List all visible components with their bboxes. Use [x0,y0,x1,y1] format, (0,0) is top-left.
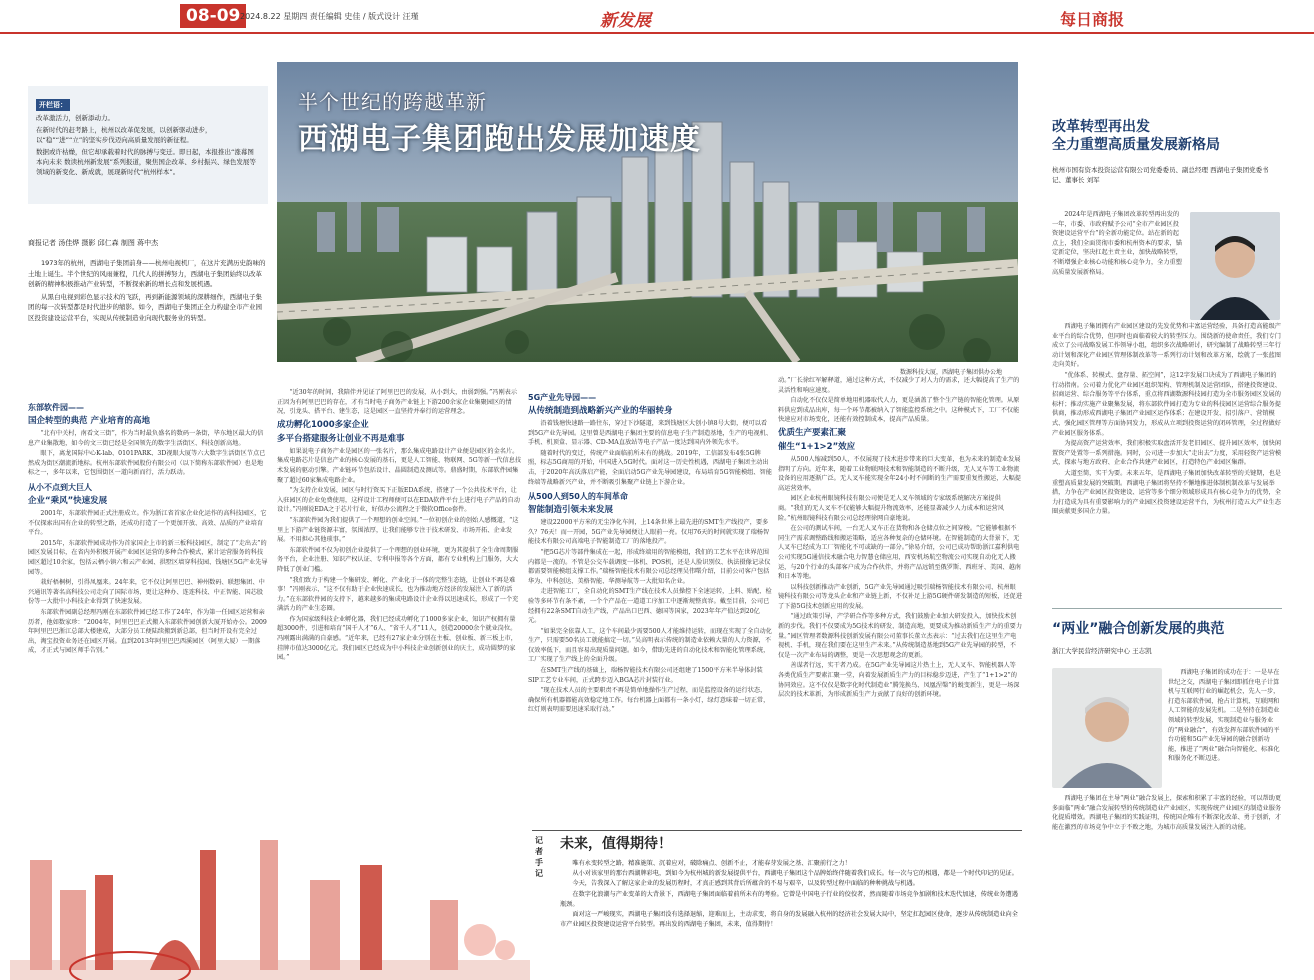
right-title-line: 全力重塑高质量发展新格局 [1052,137,1220,153]
author-portrait [1052,668,1162,788]
body-paragraph: 东部软件园不仅为初创企业提供了一个理想的创业环境，更为其提供了全生命周期服务平台，企业注册、知识产权认证、专利申报等各个方面，都有专业机构上门服务，大大降低了创业门槛。 [277,546,519,573]
body-paragraph: 从500人缩减到50人，不仅展现了技术进步带来的巨大变革，也为未来的制造业发展指明了方向。近年来，随着工业物联网技术和智能制造的不断升级，无人叉车等工业物流设备的应用逐渐广泛。无人叉车能实现全年24小时不间断的生产需要重复性搬运，大幅提高运营效率。 [778,455,1021,492]
body-paragraph: “优体系、转模式、盘存量、拓空间”，这12字发展口诀成为了西湖电子集团的行动指南。公司着力优化产业园区组织架构、管理机制及运营团队，搭建投资建设、招商运营、综合服务等平台体系，重点将西湖数源科技园打造为全市服务园区发展的标杆；推动实施产业聚集发展，将东部软件园打造为专业的科技园区运营综合服务提供商，推动形成西湖电子集团产业园区运作体系；在建设开发、招引落户、营销模式、强化园区管理等方面协同发力，形成从立项到投资运营的闭环管理，全过程做好产业园区服务体系。 [1052,371,1281,437]
body-paragraph: “东部软件园为我们提供了一个理想的创业空间。”一位初创企业的创始人感慨道，“这里上下游产业链资源丰富，氛围浓厚，让我们能够专注于技术研发、市场开拓、企业发展。不用担心其他琐事。” [277,516,519,544]
intro-paragraph: 在新时代的赶考路上，杭州以改革促发展，以创新驱动进步，以“稳”“进”“立”的坚实步伐迈向高质量发展的新征程。 [36,126,212,144]
body-paragraph: 善谋者行远，实干者乃成。在5G产业先导园这片热土上，无人叉车、智能机器人等各类优质生产要素汇聚一堂，向着发展新质生产力的目标稳步迈进，产生了“1+1>2”的协同效应。这不仅仅是数字化时代制造业“腾笼换鸟、凤凰涅槃”的蜕变新生，更是一场深层次的技术革新，为形成新质生产力贡献了良好的创新环境。 [778,662,1020,699]
subhead: 优质生产要素汇聚 [778,427,847,438]
intro-paragraph: 改革激活力，创新添动力。 [36,114,114,122]
body-paragraph: 2015年，东部软件园成功作为首家国企上市的新三板科技园区，制定了“走出去”的园区发展目标，在省内外积极开展产业园区运营的多种合作模式，累计运营服务的科技园区超过10余家，包括云栖小镇六和云产业园、拱墅区墙穿科技园、钱塘区5G产业先导园等。 [28,539,268,576]
body-paragraph: “把5G芯片等部件集成在一起，形成终端用的智能模组，我们的工艺水平在世界范围内都是一流的。不管是公交车载调度一体机、POS机，还是人脸识别仪、执法摄像记录仪都需要智能模组支撑工作。”瑞杨智能技术有限公司总经理吴伟曙介绍，目前公司客户包括华为、中科创达、美格智能、华测导航等一大批知名企业。 [528,548,771,585]
headline-main: 西湖电子集团跑出发展加速度 [298,122,701,157]
body-paragraph: 面对这一严峻现实，西湖电子集团没有选择退缩，迎难而上，主动求变，将自身的发展融入杭州的经济社会发展大局中，坚定扛起园区使命，逐步从传统制造业向全市产业园区投资建设运营平台转型。再出发的西湖电子集团，未来，值得期待！ [560,911,1018,929]
body-paragraph: 栽好梧桐树，引得凤凰来。24年来，它不仅让阿里巴巴、神州数码、联想集团、中兴通讯等著名高科技公司走向了国际市场，更让这种办、连连科技、中正智能、国芯股份等一大批中小科技企业得到了快速发展。 [28,579,265,606]
subhead: 成功孵化1000多家企业 [277,419,369,430]
right-title-line: 改革转型再出发 [1052,119,1150,135]
skyline-illustration [10,820,530,980]
page-header [0,0,1314,34]
right-article-title [1052,118,1220,154]
body-paragraph: 西湖电子集团拥有产业园区建设的先发优势和丰富运营经验，具备打造高能级产业平台的综合优势，但同时也面临着较大的转型压力。围绕新的使命责任，我们专门成立了公司战略发展工作领导小组，组织多次战略研讨，研究编制了战略转型三年行动计划和深化产业园区管理体制改革等一系列行动计划和改革方案，绘就了一张蓝图走向美好。 [1052,323,1281,369]
intro-tag: 开栏语： [36,99,70,111]
reporter-note-box [532,830,1022,970]
body-paragraph: 在公司的测试车间，一台无人叉车正在货物和各仓储点位之间穿梭。“它能够根据不同生产需求调整路线和搬运策略，适应各种复杂的仓储环境。在智能制造的大背景下，无人叉车已经成为工厂智能化不可或缺的一部分。”徐易介绍，公司已成功帮助浙江嘉利供电公司实现5G通信技术融合电力智慧仓储应用，西安机场航空物流公司实现自动化无人搬运，与20个行业的头部客户成为合作伙伴，并将产品远销至俄罗斯、西班牙、美国、越南和日本等地。 [778,525,1021,581]
body-paragraph: “如果完全依靠人工，这个车间最少需要500人才能维持运转，而现在实现了全自动化生产，只需要50名员工就能搞定一切。”吴高明表示传统的制造业依赖大量的人力资源，不仅效率低下，而且容易出现质量问题。如今，借助先进的自动化技术和智能化管理系统，工厂实现了生产线上的全面升级。 [528,627,772,664]
subhead: 从传统制造到战略新兴产业的华丽转身 [528,406,673,416]
body-paragraph: “通过政策引导，产学研合作等多种方式，我们鼓励企业加大研发投入，加快技术创新的步伐。我们不仅要成为5G技术的研发、制造高地，更要成为推动新质生产力的重要力量。”园区管理者数源科技创新发展有限公司董事长董立杰表示：“过去我们在这里生产电视机、手机，现在我们要在这里生产未来。”从传统制造基地到5G产业先导园的转型，不仅是一次产业布局的调整，更是一次思想观念的更新。 [778,613,1022,659]
body-paragraph: “北有中关村，南看文三街”，作为当时最负盛名的数码一条街，毕东地区最大的信息产业集散地，如今的文三街已经是全国领先的数字生活街区、科技创新高地。 [28,430,264,447]
article-column-1 [28,398,268,818]
subhead: 企业“乘风”快速发展 [28,495,108,506]
body-paragraph: “近30年的时间，我陪伴并见证了阿里巴巴的发展，从小到大，由弱到强。”冯刚表示正因为有阿里巴巴的存在，才有当时电子商务产业链上下游200余家企业集聚园区的情况，引龙头、搭平台、建生态，这是园区一直坚持并奉行的运营理念。 [277,389,518,416]
right-article-text-narrow [1052,210,1184,318]
photo-caption: 数源科技大厦，西湖电子集团供办公地 [900,369,1003,376]
article-column-3 [528,388,772,824]
body-paragraph: 2024年是西湖电子集团改革转型再出发的一年，市委、市政府赋予公司“全市产业园区投资建设运营平台”的全新功能定位。站在新的起点上，我们全面贯彻市委和杭州资本的要求，锚定新定位，坚决扛起主责主业，加快战略转型，不断增强企业核心功能和核心竞争力，全力重塑高质量发展新格局。 [1052,211,1182,276]
lead-text [28,258,268,325]
body-paragraph: 如果说电子商务产业是园区的一张名片，那么集成电路设计产业便是园区的金名片。集成电路芯片是信息产业的核心发展的基石，更是人工智能、物联网、5G等新一代信息技术发展的驱动引擎。产业链环节包括设计、晶圆制造及测试等。鼎盛时期，东部软件园集聚了超过60家集成电路企业。 [277,447,521,484]
article-column-4 [778,376,1022,824]
body-paragraph: 东部软件园副总经理冯刚在东部软件园已经工作了24年，作为第一任园区运营和亲历者，他如数家珍：“2004年，阿里巴巴正式搬入东部软件园创新大厦开始办公。2009年阿里巴巴浙江总部大楼建成，大部分员工便陆续搬到新总部，但当时开设有完全过出，淘宝投资业务还在园区开展。直到2013年阿里巴巴西溪园区（阿里大厦）一期落成，才正式与园区师手告别。” [28,608,267,655]
headline-kicker: 半个世纪的跨越革新 [298,90,487,114]
body-paragraph: “我们致力于构建一个集研发、孵化、产业化于一体的完整生态链，让创业不再是难事！”冯刚表示，“这不仅有助于企业快速成长，也为推动地方经济的发展注入了新的活力。”在东部软件园的支持下，越来越多的集成电路设计企业得以迅速成长，形成了一个充满活力的产业生态圈。 [277,576,519,613]
right-article-author: 杭州市国有资本投资运营有限公司党委委员、副总经理 西湖电子集团党委书记、董事长 刘军 [1052,166,1269,184]
body-paragraph: 在数字化浪潮与产业变革的大背景下，西湖电子集团面临着前所未有的考验。它曾是中国电子行业的佼佼者，然而随着市场竞争加剧和技术迭代加速，传统业务遭遇瓶颈。 [560,890,1018,908]
body-paragraph: 西湖电子集团在主导“两业”融合发展上，探索和积累了丰富的经验，可以帮助更多面临“两业”融合发展转型的传统制造业产业园区，实现传统产业园区的制造业服务化提质增效。西湖电子集团的实践证明，传统国企唯有不断深化改革、勇于创新，才能在激烈的市场竞争中立于不败之地，为城市高质量发展注入新的动能。 [1052,795,1282,831]
body-paragraph: 西湖电子集团的成功在于：一是早在世纪之交，西湖电子集团即抓住电子计算机与互联网行业的崛起机会，先人一步，打造东部软件园，抢占计算机、互联网和人工智能的发展先机。二是坚持在制造业领域的转型发展，实现制造业与服务业的“两业融合”，有效发挥东部软件园的平台功能和5G产业先导园的融合创新功能，推进了“两业”融合向智能化、标准化和服务化不断迈进。 [1168,669,1280,763]
body-paragraph: 走进智能工厂，全自动化的SMT生产线在技术人员操控下全速运转，上料、贴配、检验等多环节有条不紊，一个个产品在一道道工序加工中逐渐规整真容。戴至目前，公司已经拥有22条SMT自动生产线，产品出口巴西、德国等国家，2023年年产值达到20亿元。 [528,588,772,625]
reporter-note-title: 未来，值得期待！ [560,836,672,852]
subhead: 多平台搭建服务让创业不再是难事 [277,433,405,444]
body-paragraph: 从小对该家里的那台西湖牌彩电，到如今为杭州城的新发展提供平台，西湖电子集团这个品牌始终伴随着我们成长。每一次与它的相遇，都是一个时代印记的见证。 [572,870,1018,878]
subhead: 5G产业先导园—— [528,393,597,402]
lead-paragraph: 1973年的杭州，西湖电子集团前身——杭州电视机厂，在这片充满历史韵味的土地上诞生。半个世纪的风雨兼程，几代人的拼搏努力，西湖电子集团始终以改革创新的精神积极推动产业转型，不断探索新的增长点和发展机遇。 [28,259,266,288]
body-paragraph: 动。”厂长徐红军解释道，通过这种方式，不仅减少了对人力的需求，还大幅提高了生产的灵活性和响应速度。 [778,377,1020,394]
author-portrait [1190,212,1280,320]
body-paragraph: 2001年，东部软件园正式注册成立。作为浙江省首家企业化运作的高科技园区，它不仅探索出国有企业的转型之路，还成功打造了一个更加开放、高效、品质的产业培育平台。 [28,509,267,537]
subhead: 从500人到50人的车间革命 [528,492,628,502]
subhead: 催生“1+1>2”效应 [778,441,856,452]
reporter-note-label: 记者手记 [535,836,543,878]
body-paragraph: 大道至简，实干为要。未来五年，是西湖电子集团加快改革转型的关键期，也是重塑高质量发展的突破期。西湖电子集团将坚持不懈地推进体制机制改革与发展举措，力争在产业园区投资建设、运营等多个细分领域形成具有核心竞争力的优势，全力打造成为具有重要影响力的产业园区投资建设运营平台，为杭州打造五大产业生态圈贡献更多国企力量。 [1052,469,1281,516]
newspaper-brand: 每日商报 [1059,10,1124,29]
body-paragraph: 今天，告我深入了解这家企业的发展历程时，才真正感到其背后所蕴含的不易与艰辛，以及转型过程中面临的种种挑战与机遇。 [572,880,919,888]
body-paragraph: 沿着钱塘快速路一路往东，穿过下沙隧道，来到钱塘区大创小镇8号大街，便可以看到5G产业先导园。这里曾是西湖电子集团主要的信息电子生产制造基地，生产的电视机、手机、机顶盒、显示器、CD-MA直放站等电子产品一度达到国内外领先水平。 [528,420,772,447]
body-paragraph: 以科技创新推动产业创新，5G产业先导园通过吸引瑞杨智能技术有限公司、杭州眼镜科技有限公司等龙头企业和产业链上新，不仅补足上游5G硬件研发制造的短板，还促进了下游5G技术创新应用的发展。 [778,583,1022,610]
subhead: 东部软件园—— [28,403,84,412]
body-paragraph: 园区企业杭州眼镜科技有限公司便是无人叉车领域的专家级系统解决方案提供商。“我们的无人叉车不仅能够大幅提升物流效率，还能显著减少人力成本和运营风险。”杭州眼镜科技有限公司总经理徐网自豪地说。 [778,495,1004,522]
right-article-2-text [1052,794,1282,974]
body-paragraph: 眼下，离龙国际中心K-lab、0101PARK、3D视眼大厦等六大数字生活街区节点已然成为街区潮流新地标。杭州东部软件园股份有限公司（以下简称东部软件园）也是地标之一，多年以来，它包围街区一道向新而行，活力跃动。 [28,450,266,477]
subhead: 从小不点到大巨人 [28,482,92,492]
section-name: 新发展 [600,11,651,31]
page-number: 08-09 [180,4,246,28]
body-paragraph: 为提高资产运营效率，我们积极实取盘活开发老旧园区、提升园区效率，加快闲置资产处置等一系列措施。同时，公司进一步加大“走出去”力度，采用轻资产运营模式，探索与地方政府、企业合作共建产业园区，打造特色产业园区集群。 [1052,440,1282,467]
divider [1052,608,1282,609]
subhead: 智能制造引领未来发展 [528,505,614,516]
right-article-2-title: “两业”融合创新发展的典范 [1052,621,1225,637]
right-article-2-author: 浙江大学民营经济研究中心 王志凯 [1052,647,1152,655]
article-column-2 [277,388,521,828]
issue-meta: 2024.8.22 星期四 责任编辑 史佳 / 版式设计 汪瑾 [240,12,419,21]
intro-paragraph: 数据或许枯燥，但它却承载着时代的脉搏与变迁。即日起，本报推出“涨幕图本向未来 数读杭州新发展”系列报道，聚焦国企改革、乡村振兴、绿色发展等领域的新变化、新成就，展现新时代“杭州样本”。 [36,148,256,176]
body-paragraph: “现在技术人员的主要职责不再是简单地操作生产过程，而是监控设备的运行状态，确保所有机器都能高效稳定地工作。每台机器上面都有一条小灯，绿灯意味着一切正常，红灯则表明需要迅速采取行动。” [528,687,770,714]
right-article-2-text-narrow [1168,668,1282,790]
subhead: 国企转型的典范 产业培育的高地 [28,416,150,426]
body-paragraph: 唯有永变转型之路，精准施策、沉着应对，破除痛点、创新不止，才能春芽发展之基、汇聚前行之力！ [572,860,851,867]
body-paragraph: “为支持企业发展，园区与时行资买下正版EDA系统，搭建了一个公共技术平台，让入驻园区的企业免费使用，这样设计工程师便可以在EDA软件平台上进行电子产品的自动设计。”冯刚说EDA之于芯片行业，好似办公流程之于微软Office套件。 [277,487,520,514]
body-paragraph: 作为国家级科技企业孵化器，我们已经成功孵化了1000多家企业，知识产权拥有量超3000件，引进和培育“国千人才”6人、“省千人才”11人，创造20000余个就业岗位。冯刚露出满满的自豪感。“近年来，已经有27家企业分别在主板、创业板、新三板上市，挂牌市值达3000亿元。我们园区已经成为中小科技企业创新创业的庆土，成功圆梦的家园。” [277,615,517,662]
right-article-text [1052,322,1282,604]
body-paragraph: 自动化不仅仅是简单地用机器取代人力，更是涵盖了整个生产链的智能化管理。从原料供应到成品出库，每一个环节都被纳入了智能监控系统之中。这种模式下，工厂不仅能快速应对市场变化，还能有效控制成本，提高产品质量。 [778,397,1020,424]
reporter-note-text [560,859,1020,930]
body-paragraph: 在SMT生产线的基础上，瑞杨智能技术有限公司还组建了1500平方米半导体封装SIP工艺专业车间，正式跨步迈入BGA芯片封装行业。 [528,667,763,684]
body-paragraph: 随着时代的变迁，传统产业面临前所未有的挑战。2019年，工信部发布4张5G牌照，标志5G商用的开始，中国进入5G时代。面对这一历史性机遇，西湖电子集团主动出击，于2020年高沃落启产能，全面启动5G产业先导园建设，布局培育5G智能模组、智能终端等战略新兴产业，并不断吸引集聚产业链上下游企业。 [528,449,772,486]
column-intro-box [28,86,268,204]
body-paragraph: 建设22000平方米的无尘净化车间，上14条世界上最先进的SMT生产线投产，要多久？76天！而一开园，5G产业先导园便让人眼前一亮。仅用76天的时间就实现了瑞杨智能技术有限公司高端电子智能制造工厂的落地投产。 [528,519,770,546]
byline: 商报记者 汤佳烨 摄影 邱仁森 制图 蒋中杰 [28,239,159,247]
lead-paragraph: 从黑白电视到彩色显示技术的飞跃，再到新能源领域的深耕细作，西湖电子集团的每一次转型都是时代进步的缩影。如今，西湖电子集团正全力构建全市产业园区投资建设运营平台，实现从传统制造业向现代服务业的转型。 [28,292,262,322]
